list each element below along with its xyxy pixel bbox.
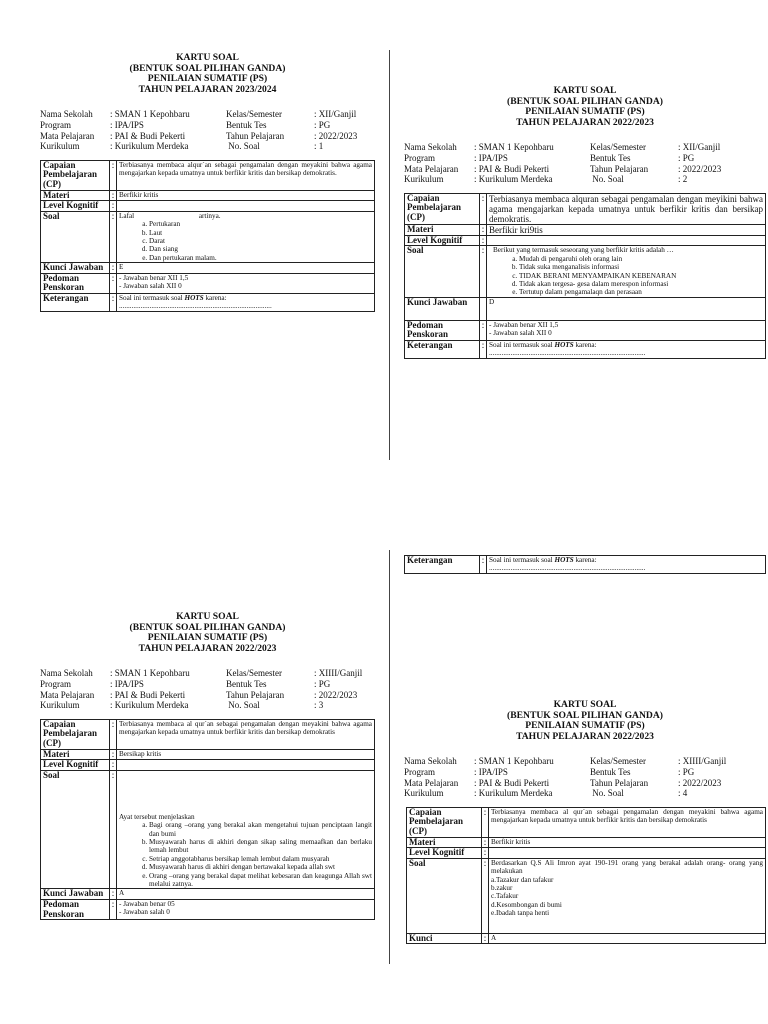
option-b: b. Tidak suka menganalisis informasi bbox=[519, 263, 763, 271]
option-c: c. Setriap anggotabharus bersikap lemah lembut dalam musyarah bbox=[149, 855, 372, 863]
option-a: a. Mudah di pengaruhi oleh orang lain bbox=[519, 255, 763, 263]
meta-row: Nama Sekolah : SMAN 1 Kepohbaru Kelas/Semester : XIIII/Ganjil bbox=[404, 756, 727, 767]
option-e: e. Orang –orang yang berakal dapat melihat kebesaran dan keagunga Allah swt melalui zatnya. bbox=[149, 872, 372, 889]
row-materi: Materi : Berfikir kri9tis bbox=[405, 224, 766, 235]
option-b: b. Musyawarah harus di akhiri dengan sikap saling memaafkan dan berlaku lemah lembut bbox=[149, 838, 372, 855]
page-divider-top bbox=[389, 50, 390, 460]
option-d: d. Tidak akan tergesa- gesa dalam merespon informasi bbox=[519, 280, 763, 288]
row-soal: Soal : Lafal artinya. a. Pertukaran b. Laut c. Darat d. Dan siang e. Dan pertukaran malam. bbox=[41, 211, 375, 262]
option-b: b.zakur bbox=[491, 883, 513, 892]
row-level: Level Kognitif : bbox=[41, 201, 375, 212]
row-cp: Capaian Pembelajaran (CP) : Terbiasanya membaca al qur`an sebagai pengamalan dengan meyakini bahwa agama mengajarkan kepada umatnya untuk berfikir kritis dan bersikap demokratis bbox=[41, 719, 375, 749]
meta-row: Kurikulum : Kurikulum Merdeka No. Soal : 3 bbox=[40, 700, 324, 711]
row-keterangan: Keterangan : Soal ini termasuk soal HOTS karena: ....................................................................................... bbox=[405, 556, 766, 574]
meta-row: Mata Pelajaran : PAI & Budi Pekerti Tahun Pelajaran : 2022/2023 bbox=[404, 777, 722, 788]
row-pedoman: Pedoman Penskoran : - Jawaban benar XII 1,5 - Jawaban salah XII 0 bbox=[405, 320, 766, 340]
option-e: e.Ibadah tanpa henti bbox=[491, 909, 550, 918]
row-materi: Materi : Bersikap kritis bbox=[41, 749, 375, 760]
card-meta bbox=[40, 109, 375, 151]
question-table bbox=[404, 193, 766, 359]
row-kunci: Kunci Jawaban : A bbox=[41, 889, 375, 900]
soal-intro: Berdasarkan Q.S Ali Imron ayat 190-191 orang yang berakal adalah orang- orang yang melakukan bbox=[491, 858, 763, 876]
option-d: d.Kesombongan di bumi bbox=[491, 900, 562, 909]
question-table bbox=[40, 719, 375, 920]
question-card-3 bbox=[40, 612, 375, 920]
card-meta bbox=[404, 142, 766, 184]
row-pedoman: Pedoman Penskoran : - Jawaban benar 05 - Jawaban salah 0 bbox=[41, 899, 375, 919]
row-pedoman: Pedoman Penskoran : - Jawaban benar XII 1,5 - Jawaban salah XII 0 bbox=[41, 273, 375, 293]
option-a: a. Bagi orang –orang yang berakal akan mengetahui tujuan penciptaan langit dan bumi bbox=[149, 821, 372, 838]
option-a: a. Pertukaran bbox=[149, 220, 372, 228]
question-table bbox=[40, 160, 375, 312]
option-c: c.Tafakur bbox=[491, 892, 519, 901]
meta-row: Program : IPA/IPS Bentuk Tes : PG bbox=[40, 119, 331, 130]
row-cp: Capaian Pembelajaran (CP) : Terbiasanya membaca alquran sebagai pengamalan dengan meyikini bahwa agama mengajarkan kepada umatnya untuk berfikir kritis dan bersikap demokratis. bbox=[405, 193, 766, 224]
options-list bbox=[489, 255, 763, 297]
meta-row: Mata Pelajaran : PAI & Budi Pekerti Tahun Pelajaran : 2022/2023 bbox=[40, 130, 358, 141]
soal-intro: Berikut yang termasuk seseorang yang berfikir kritis adalah … bbox=[493, 246, 674, 255]
card-title: KARTU SOAL (BENTUK SOAL PILIHAN GANDA) PENILAIAN SUMATIF (PS) TAHUN PELAJARAN 2022/2023 bbox=[129, 611, 286, 654]
row-level: Level Kognitif : bbox=[405, 235, 766, 246]
row-level: Level Kognitif : bbox=[41, 760, 375, 771]
row-materi: Materi : Berfikir kritis bbox=[41, 190, 375, 201]
soal-intro: Lafal artinya. bbox=[119, 211, 221, 220]
option-d: d. Musyawarah harus di akhiri dengan bertawakal kepada allah swt bbox=[149, 863, 372, 871]
meta-row: Nama Sekolah : SMAN 1 Kepohbaru Kelas/Semester : XII/Ganjil bbox=[40, 109, 357, 120]
meta-row: Kurikulum : Kurikulum Merdeka No. Soal : 2 bbox=[404, 174, 688, 185]
meta-row: Kurikulum : Kurikulum Merdeka No. Soal : 4 bbox=[404, 788, 688, 799]
question-table bbox=[406, 807, 766, 945]
row-keterangan: Keterangan : Soal ini termasuk soal HOTS karena: ....................................................................................... bbox=[405, 340, 766, 358]
card-meta bbox=[404, 756, 766, 798]
meta-row: Program : IPA/IPS Bentuk Tes : PG bbox=[404, 766, 695, 777]
option-b: b. Laut bbox=[149, 229, 372, 237]
option-c: c. Darat bbox=[149, 237, 372, 245]
meta-row: Program : IPA/IPS Bentuk Tes : PG bbox=[40, 678, 331, 689]
options-list bbox=[119, 821, 372, 888]
option-e: e. Tertutup dalam pengamalaqn dan perasaan bbox=[519, 288, 763, 296]
meta-row: Mata Pelajaran : PAI & Budi Pekerti Tahun Pelajaran : 2022/2023 bbox=[404, 163, 722, 174]
row-kunci: Kunci Jawaban : E bbox=[41, 263, 375, 274]
meta-row: Nama Sekolah : SMAN 1 Kepohbaru Kelas/Semester : XII/Ganjil bbox=[404, 142, 721, 153]
question-card-4 bbox=[404, 700, 766, 944]
row-kunci: Kunci : A bbox=[407, 933, 766, 944]
options-list bbox=[119, 220, 372, 262]
option-a: a.Tazakur dan tafakur bbox=[491, 875, 554, 884]
card-title: KARTU SOAL (BENTUK SOAL PILIHAN GANDA) PENILAIAN SUMATIF (PS) TAHUN PELAJARAN 2023/2024 bbox=[129, 52, 286, 95]
row-soal: Soal : Berdasarkan Q.S Ali Imron ayat 190-191 orang yang berakal adalah orang- orang yang melakukan a.Tazakur dan tafakur b.zakur c.Tafakur d.Kesombongan di bumi e.Ibadah tanpa henti bbox=[407, 858, 766, 933]
meta-row: Program : IPA/IPS Bentuk Tes : PG bbox=[404, 152, 695, 163]
meta-row: Kurikulum : Kurikulum Merdeka No. Soal : 1 bbox=[40, 141, 324, 152]
row-soal: Soal : Berikut yang termasuk seseorang yang berfikir kritis adalah … a. Mudah di pengaruhi oleh orang lain b. Tidak suka menganalisis informasi c. TIDAK BERANI MENYAMPAIKAN KEBENARAN d. Tidak akan tergesa- gesa dalam merespon informasi e. Tertutup dalam pengamalaqn dan perasaan bbox=[405, 246, 766, 297]
question-card-1 bbox=[40, 53, 375, 312]
meta-row: Mata Pelajaran : PAI & Budi Pekerti Tahun Pelajaran : 2022/2023 bbox=[40, 689, 358, 700]
soal-intro: Ayat tersebut menjelaskan bbox=[119, 812, 195, 821]
card-meta bbox=[40, 668, 375, 710]
page-divider-bottom bbox=[389, 550, 390, 964]
row-cp: Capaian Pembelajaran (CP) : Terbiasanya membaca al qur`an sebagai pengamalan dengan meyakini bahwa agama mengajarkan kepada umatnya untuk berfikir kritis dan bersikap demokratis bbox=[407, 807, 766, 837]
row-materi: Materi : Berfikir kritis bbox=[407, 837, 766, 848]
row-cp: Capaian Pembelajaran (CP) : Terbiasanya membaca alqur`an sebagai pengamalan dengan meyakini bahwa agama mengajarkan kepada umatnya untuk berfikir kritis dan bersikap demokratis. bbox=[41, 160, 375, 190]
question-card-2 bbox=[404, 86, 766, 359]
card-title: KARTU SOAL (BENTUK SOAL PILIHAN GANDA) PENILAIAN SUMATIF (PS) TAHUN PELAJARAN 2022/2023 bbox=[507, 699, 663, 742]
row-level: Level Kognitif : bbox=[407, 848, 766, 859]
row-keterangan: Keterangan : Soal ini termasuk soal HOTS karena: ..................................................................................... bbox=[41, 293, 375, 311]
option-e: e. Dan pertukaran malam. bbox=[149, 254, 372, 262]
option-c: c. TIDAK BERANI MENYAMPAIKAN KEBENARAN bbox=[519, 272, 763, 280]
card-title: KARTU SOAL (BENTUK SOAL PILIHAN GANDA) PENILAIAN SUMATIF (PS) TAHUN PELAJARAN 2022/2023 bbox=[507, 85, 663, 128]
meta-row: Nama Sekolah : SMAN 1 Kepohbaru Kelas/Semester : XIIII/Ganjil bbox=[40, 668, 363, 679]
keterangan-fragment bbox=[404, 555, 766, 574]
row-kunci: Kunci Jawaban D bbox=[405, 297, 766, 320]
option-d: d. Dan siang bbox=[149, 245, 372, 253]
row-soal: Soal : Ayat tersebut menjelaskan a. Bagi orang –orang yang berakal akan mengetahui tujuan penciptaan langit dan bumi b. Musyawarah harus di akhiri dengan sikap saling memaafkan dan berlaku lemah lembut c. Setriap anggotabharus bersikap lemah lembut dalam musyarah d. Musyawarah harus di akhiri dengan bertawakal kepada allah swt e. Orang –orang yang berakal dapat melihat kebesaran dan keagunga Allah swt melalui zatnya. bbox=[41, 770, 375, 889]
